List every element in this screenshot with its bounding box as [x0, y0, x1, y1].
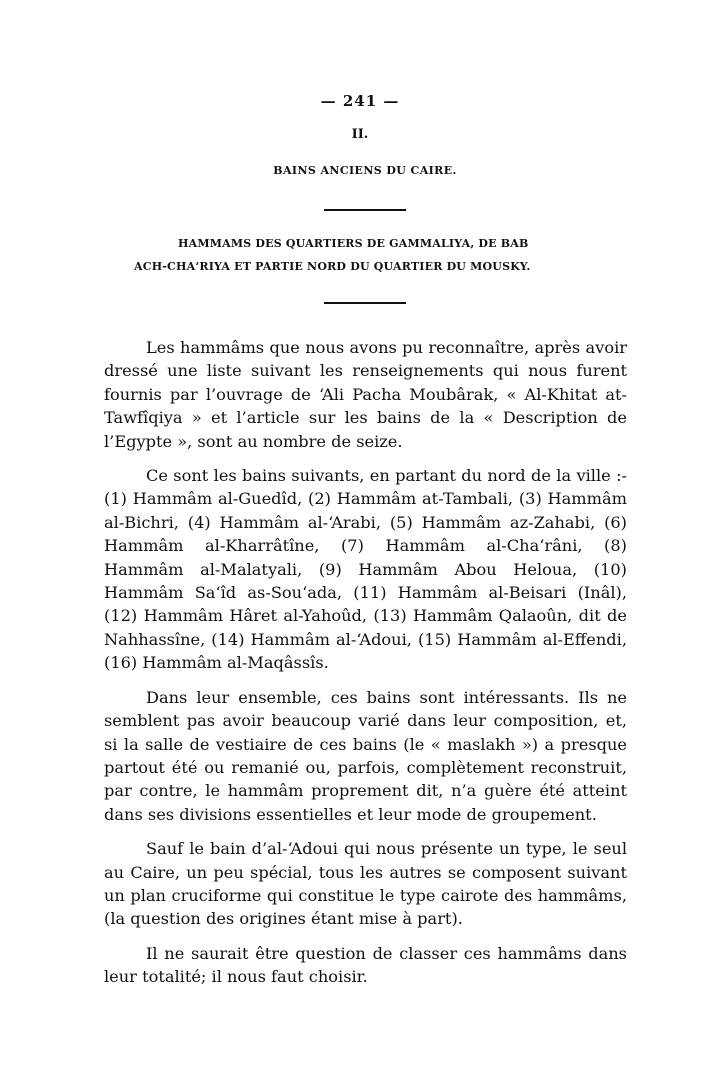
- separator-rule-bottom: [324, 302, 406, 304]
- section-number: II.: [351, 127, 369, 142]
- page-number: — 241 —: [320, 92, 400, 110]
- subtitle-line-2: ACH-CHA‘RIYA ET PARTIE NORD DU QUARTIER DU MOUSKY.: [134, 260, 531, 273]
- section-title: BAINS ANCIENS DU CAIRE.: [273, 164, 457, 177]
- paragraph-intro: Les hammâms que nous avons pu reconnaître, après avoir dressé une liste suivant les renseignements qui nous furent fournis par l’ouvrage de ‘Ali Pacha Moubârak, « Al-Khitat at-Tawfîqiya » et l’article sur les bains de la « Description de l’Egypte », sont au nombre de seize.: [104, 338, 627, 451]
- subtitle-line-1: HAMMAMS DES QUARTIERS DE GAMMALIYA, DE BAB: [178, 237, 529, 250]
- paragraph-conclusion: Il ne saurait être question de classer ces hammâms dans leur totalité; il nous faut choisir.: [104, 943, 627, 987]
- paragraph-ensemble: Dans leur ensemble, ces bains sont intéressants. Ils ne semblent pas avoir beaucoup varié dans leur composition, et, si la salle de vestiaire de ces bains (le « maslakh ») a presque partout été ou remanié ou, parfois, complètement reconstruit, par contre, le hammâm proprement dit, n’a guère été atteint dans ses divisions essentielles et leur mode de groupement.: [104, 687, 627, 824]
- paragraph-plan: Sauf le bain d’al-‘Adoui qui nous présente un type, le seul au Caire, un peu spécial, tous les autres se composent suivant un plan cruciforme qui constitue le type cairote des hammâms, (la question des origines étant mise à part).: [104, 839, 627, 929]
- paragraph-bath-list: Ce sont les bains suivants, en partant du nord de la ville :- (1) Hammâm al-Guedîd, (2) Hammâm at-Tambali, (3) Hammâm al-Bichri, (4) Hammâm al-‘Arabi, (5) Hammâm az-Zahabi, (6) Hammâm al-Kharrâtîne, (7) Hammâm al-Cha‘râni, (8) Hammâm al-Malatyali, (9) Hammâm Abou Heloua, (10) Hammâm Sa‘îd as-Sou‘ada, (11) Hammâm al-Beisari (Inâl), (12) Hammâm Hâret al-Yahoûd, (13) Hammâm Qalaoûn, dit de Nahhassîne, (14) Hammâm al-‘Adoui, (15) Hammâm al-Effendi, (16) Hammâm al-Maqâssîs.: [104, 466, 627, 673]
- body-text: [104, 336, 627, 1000]
- separator-rule-top: [324, 209, 406, 211]
